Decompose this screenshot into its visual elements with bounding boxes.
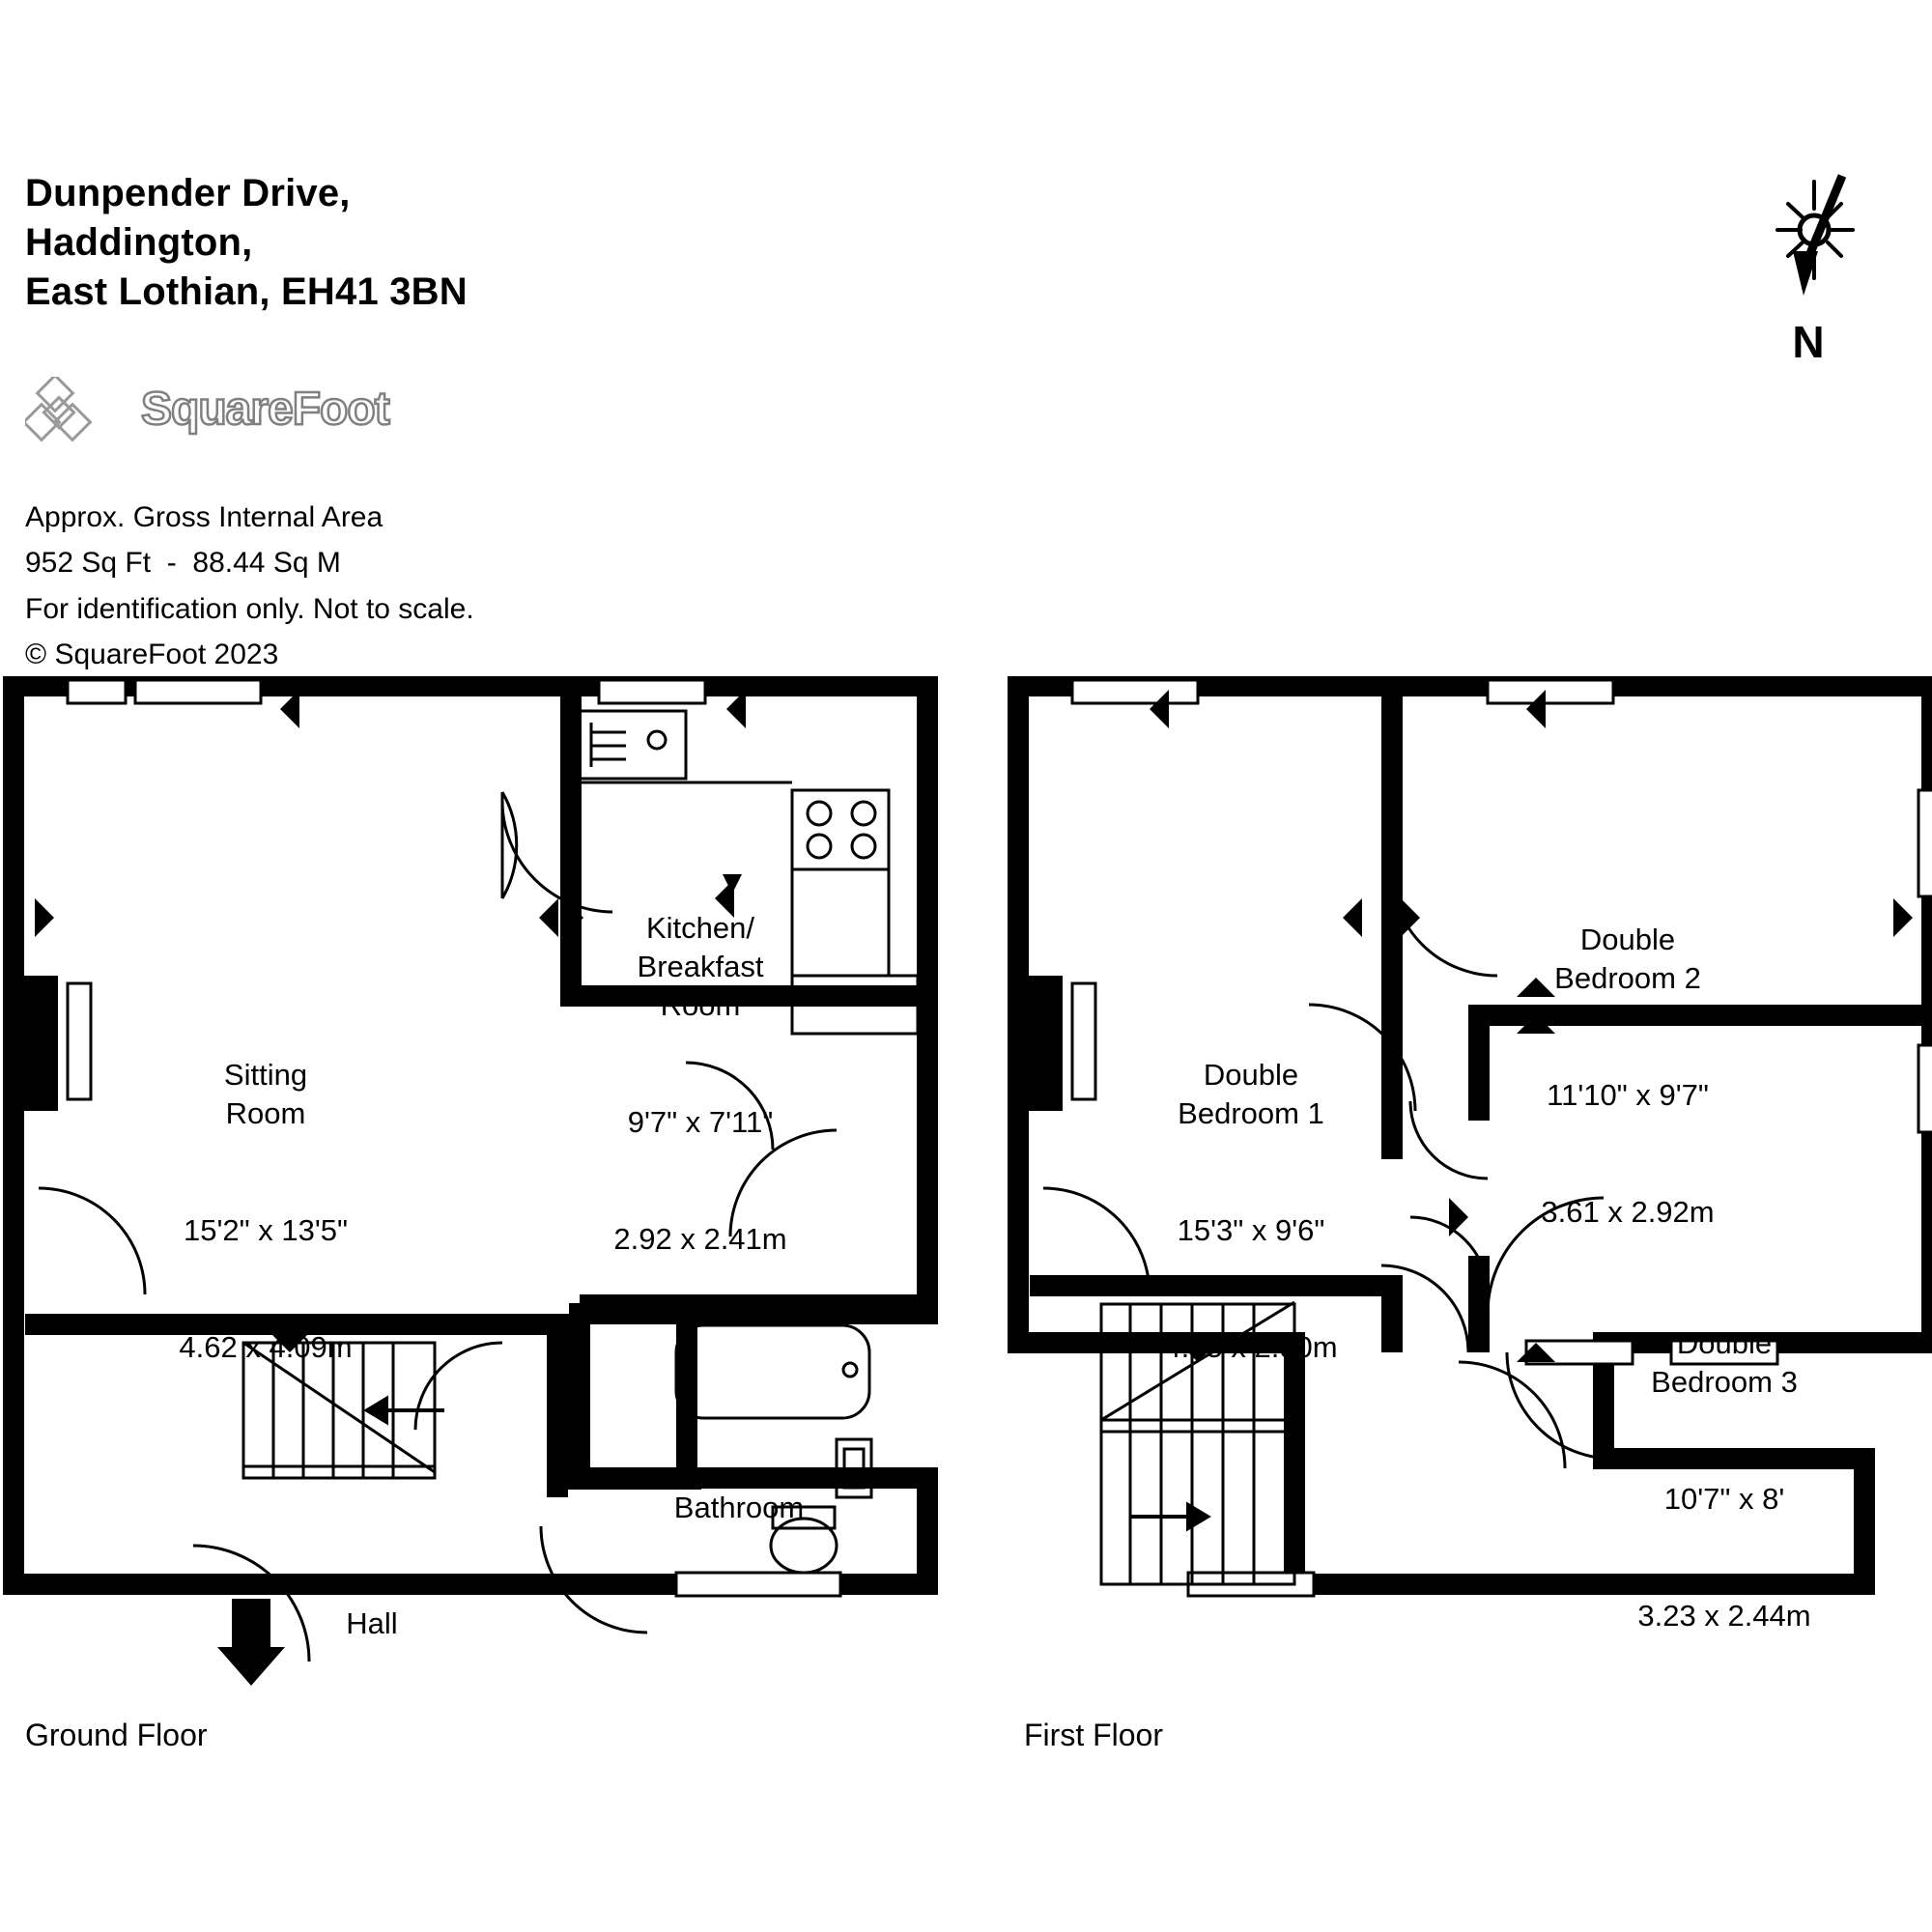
room-imperial: 15'3" x 9'6" (1177, 1212, 1325, 1247)
room-label-sitting (116, 978, 415, 1406)
window (1072, 983, 1095, 1099)
room-metric: 3.23 x 2.44m (1637, 1598, 1811, 1633)
room-label-kitchen (580, 831, 821, 1298)
meta-line-1: Approx. Gross Internal Area (25, 501, 384, 533)
window (135, 680, 261, 703)
address-line-3: East Lothian, EH41 3BN (25, 270, 468, 314)
meta-line-2: 952 Sq Ft - 88.44 Sq M (25, 547, 341, 580)
room-imperial: 10'7" x 8' (1663, 1481, 1785, 1516)
window (1918, 1045, 1932, 1132)
room-imperial: 11'10" x 9'7" (1547, 1077, 1709, 1112)
room-label-bathroom (628, 1410, 850, 1566)
address-line-2: Haddington, (25, 221, 253, 265)
room-metric: 3.61 x 2.92m (1541, 1194, 1715, 1229)
room-name: Bathroom (673, 1490, 805, 1524)
window (68, 680, 126, 703)
room-name: Double Bedroom 3 (1651, 1325, 1798, 1399)
area-metadata (25, 495, 895, 678)
brand-name: SquareFoot (141, 384, 389, 435)
window (1918, 790, 1932, 896)
room-name: Hall (346, 1605, 398, 1640)
room-metric: 4.65 x 2.90m (1164, 1329, 1338, 1364)
room-label-hall (299, 1526, 444, 1682)
room-label-bedroom1 (1101, 978, 1401, 1406)
window (676, 1573, 840, 1596)
room-name: Kitchen/ Breakfast Room (637, 910, 764, 1023)
wall-block (1018, 976, 1063, 1111)
floor-caption-ground: Ground Floor (25, 1718, 208, 1752)
room-label-bedroom3 (1575, 1246, 1874, 1674)
room-metric: 4.62 x 4.09m (179, 1329, 353, 1364)
floor-caption-first: First Floor (1024, 1718, 1163, 1752)
room-name: Sitting Room (223, 1057, 308, 1130)
entrance-arrow (217, 1599, 285, 1686)
brand-logo (25, 377, 527, 454)
window (1072, 680, 1198, 703)
room-metric: 2.92 x 2.41m (613, 1221, 787, 1256)
room-name: Double Bedroom 1 (1178, 1057, 1324, 1130)
room-label-bedroom2 (1478, 842, 1777, 1270)
meta-line-3: For identification only. Not to scale. (25, 592, 474, 625)
room-imperial: 9'7" x 7'11" (627, 1105, 774, 1140)
compass-north-arrow-icon (1748, 174, 1874, 396)
room-name: Double Bedroom 2 (1554, 922, 1701, 995)
meta-line-4: © SquareFoot 2023 (25, 639, 279, 671)
svg-text:N: N (1792, 317, 1825, 367)
window (599, 680, 705, 703)
window (1488, 680, 1613, 703)
room-imperial: 15'2" x 13'5" (183, 1212, 348, 1247)
page-title (25, 169, 895, 318)
squarefoot-diamond-logo-icon (25, 377, 102, 454)
window (68, 983, 91, 1099)
address-line-1: Dunpender Drive, (25, 172, 351, 214)
wall-block (14, 976, 58, 1111)
